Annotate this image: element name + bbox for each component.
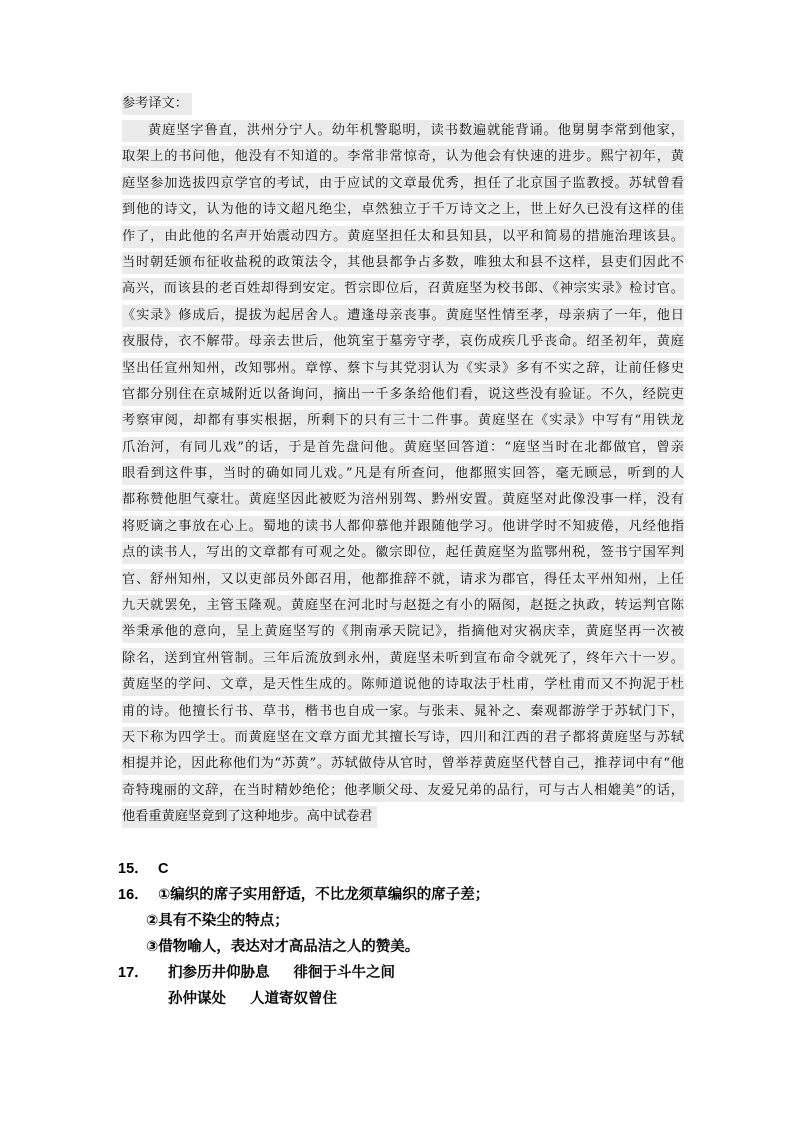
translation-line: 都称赞他胆气豪壮。黄庭坚因此被贬为涪州别驾、黔州安置。黄庭坚对此像没事一样，没有 — [122, 489, 684, 511]
translation-line: 坚出任宣州知州，改知鄂州。章惇、蔡卞与其党羽认为《实录》多有不实之辞，让前任修史 — [122, 358, 684, 380]
translation-line: 爪治河，有同儿戏”的话，于是首先盘问他。黄庭坚回答道：“庭坚当时在北都做官，曾亲 — [122, 437, 684, 459]
answer-item: ③借物喻人，表达对才高品洁之人的赞美。 — [146, 939, 420, 955]
answer-16-item — [118, 908, 718, 934]
translation-line: 点的读书人，写出的文章都有可观之处。徽宗即位，起任黄庭坚为监鄂州税，签书宁国军判 — [122, 542, 684, 564]
translation-heading: 参考译文： — [122, 93, 192, 115]
translation-line: 相提并论，因此称他们为“苏黄”。苏轼做侍从官时，曾举荐黄庭坚代替自己，推荐词中有“他 — [122, 753, 684, 775]
translation-line: 官、舒州知州，又以吏部员外郎召用，他都推辞不就，请求为郡官，得任太平州知州，上任 — [122, 569, 684, 591]
translation-line: 眼看到这件事，当时的确如同儿戏。”凡是有所查问，他都照实回答，毫无顾忌，听到的人 — [122, 463, 684, 485]
translation-line: 高兴，而该县的老百姓却得到安定。哲宗即位后，召黄庭坚为校书郎、《神宗实录》检讨官。 — [122, 278, 684, 300]
answer-17 — [118, 960, 718, 986]
translation-line: 考察审阅，却都有事实根据，所剩下的只有三十二件事。黄庭坚在《实录》中写有“用铁龙 — [122, 410, 684, 432]
translation-line: 奇特瑰丽的文辞，在当时精妙绝伦；他孝顺父母、友爱兄弟的品行，可与古人相媲美”的话， — [122, 780, 684, 802]
translation-line: 庭坚参加选拔四京学官的考试，由于应试的文章最优秀，担任了北京国子监教授。苏轼曾看 — [122, 173, 684, 195]
translation-line: 取架上的书问他，他没有不知道的。李常非常惊奇，认为他会有快速的进步。熙宁初年，黄 — [122, 146, 684, 168]
question-number: 16． — [118, 887, 149, 903]
translation-line: 《实录》修成后，提拔为起居舍人。遭逢母亲丧事。黄庭坚性情至孝，母亲病了一年，他日 — [122, 305, 684, 327]
answer-section — [118, 856, 718, 1012]
translation-body — [122, 120, 684, 838]
translation-line: 除名，送到宜州管制。三年后流放到永州，黄庭坚未听到宣布命令就死了，终年六十一岁。 — [122, 648, 684, 670]
answer-15 — [118, 856, 718, 882]
translation-line: 将贬谪之事放在心上。蜀地的读书人都仰慕他并跟随他学习。他讲学时不知疲倦，凡经他指 — [122, 516, 684, 538]
question-number: 17． — [118, 965, 149, 981]
translation-line: 甫的诗。他擅长行书、草书，楷书也自成一家。与张耒、晁补之、秦观都游学于苏轼门下， — [122, 701, 684, 723]
translation-line: 夜服侍，衣不解带。母亲去世后，他筑室于墓旁守孝，哀伤成疾几乎丧命。绍圣初年，黄庭 — [122, 331, 684, 353]
question-number: 15． — [118, 861, 149, 877]
translation-line: 官都分别住在京城附近以备询问，摘出一千多条给他们看，说这些没有验证。不久，经院吏 — [122, 384, 684, 406]
answer-16 — [118, 882, 718, 908]
answer-phrase: 扪参历井仰胁息 — [168, 965, 270, 981]
answer-phrase: 人道寄奴曾住 — [250, 991, 337, 1007]
translation-line: 当时朝廷颁布征收盐税的政策法令，其他县都争占多数，唯独太和县不这样，县吏们因此不 — [122, 252, 684, 274]
translation-line: 天下称为四学士。而黄庭坚在文章方面尤其擅长写诗，四川和江西的君子都将黄庭坚与苏轼 — [122, 727, 684, 749]
translation-line: 黄庭坚字鲁直，洪州分宁人。幼年机警聪明，读书数遍就能背诵。他舅舅李常到他家， — [122, 120, 684, 142]
answer-16-item — [118, 934, 718, 960]
answer-phrase: 孙仲谋处 — [168, 991, 226, 1007]
answer-17-line2 — [118, 986, 718, 1012]
translation-line: 举秉承他的意向，呈上黄庭坚写的《荆南承天院记》，指摘他对灾祸庆幸，黄庭坚再一次被 — [122, 621, 684, 643]
translation-line: 九天就罢免，主管玉隆观。黄庭坚在河北时与赵挺之有小的隔阂，赵挺之执政，转运判官陈 — [122, 595, 684, 617]
answer-item: ①编织的席子实用舒适，不比龙须草编织的席子差； — [158, 887, 490, 903]
answer-item: ②具有不染尘的特点； — [146, 913, 289, 929]
translation-line: 他看重黄庭坚竟到了这种地步。高中试卷君 — [122, 806, 377, 828]
translation-line: 黄庭坚的学问、文章，是天性生成的。陈师道说他的诗取法于杜甫，学杜甫而又不拘泥于杜 — [122, 674, 684, 696]
translation-line: 作了，由此他的名声开始震动四方。黄庭坚担任太和县知县，以平和简易的措施治理该县。 — [122, 226, 684, 248]
answer-text: C — [158, 861, 169, 877]
answer-phrase: 徘徊于斗牛之间 — [293, 965, 395, 981]
translation-line: 到他的诗文，认为他的诗文超凡绝尘，卓然独立于千万诗文之上，世上好久已没有这样的佳 — [122, 199, 684, 221]
